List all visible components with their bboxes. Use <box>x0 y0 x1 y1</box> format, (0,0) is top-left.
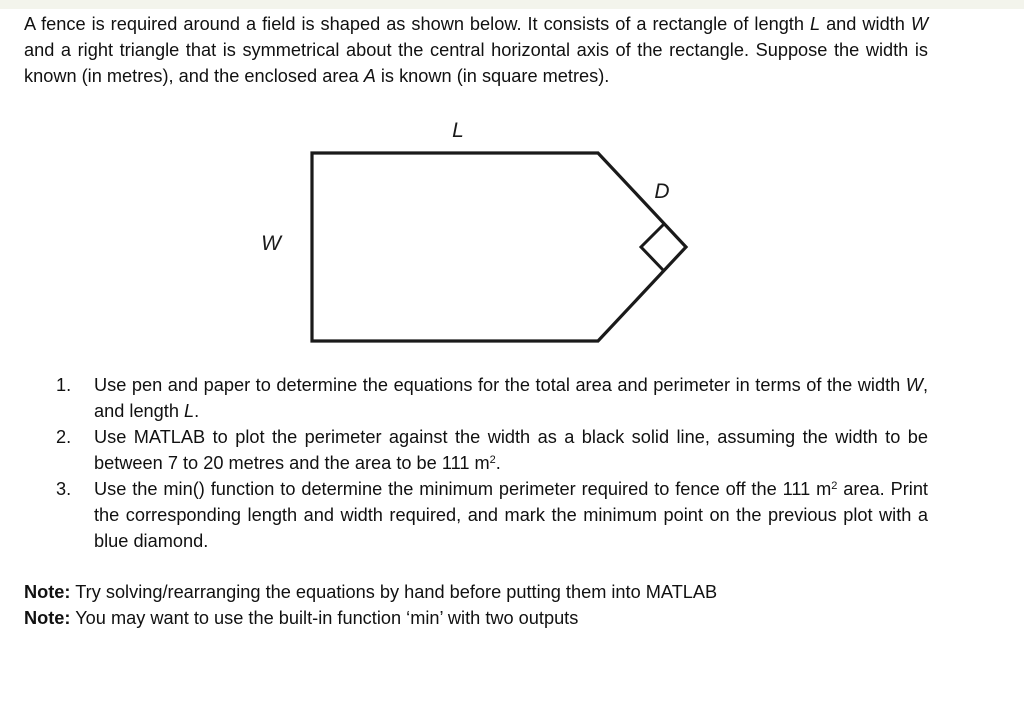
note-line: Note: Try solving/rearranging the equations by hand before putting them into MATLAB <box>24 582 718 602</box>
list-item: 3. Use the min() function to determine the minimum perimeter required to fence off the 111 $m^2$ area. Print the corresponding length and width required, and mark the minimum point on the previous plot with a blue diamond. <box>56 476 928 554</box>
note-line: Note: You may want to use the built-in function ‘min’ with two outputs <box>24 608 579 628</box>
label-L: L <box>452 119 464 142</box>
top-strip <box>0 0 1024 9</box>
list-item: 2. Use MATLAB to plot the perimeter against the width as a black solid line, assuming the width to be between 7 to 20 metres and the area to be 111 $m^2$. <box>56 424 928 476</box>
item-number: 3. <box>56 479 72 499</box>
label-D: D <box>654 180 670 203</box>
list-item: 1. Use pen and paper to determine the equations for the total area and perimeter in terms of the width W, and length L. <box>56 372 928 424</box>
notes <box>24 579 717 631</box>
item-number: 1. <box>56 375 72 395</box>
item-number: 2. <box>56 427 72 447</box>
label-W: W <box>261 232 281 255</box>
field-outline <box>312 153 686 341</box>
task-list <box>56 372 928 554</box>
right-angle-marker <box>641 224 664 271</box>
intro-paragraph: A fence is required around a field is shaped as shown below. It consists of a rectangle of length L and width W and a right triangle that is symmetrical about the central horizontal axis of the rectangle. Suppose the width is known (in metres), and the enclosed area A is known (in square metres). <box>24 14 929 86</box>
